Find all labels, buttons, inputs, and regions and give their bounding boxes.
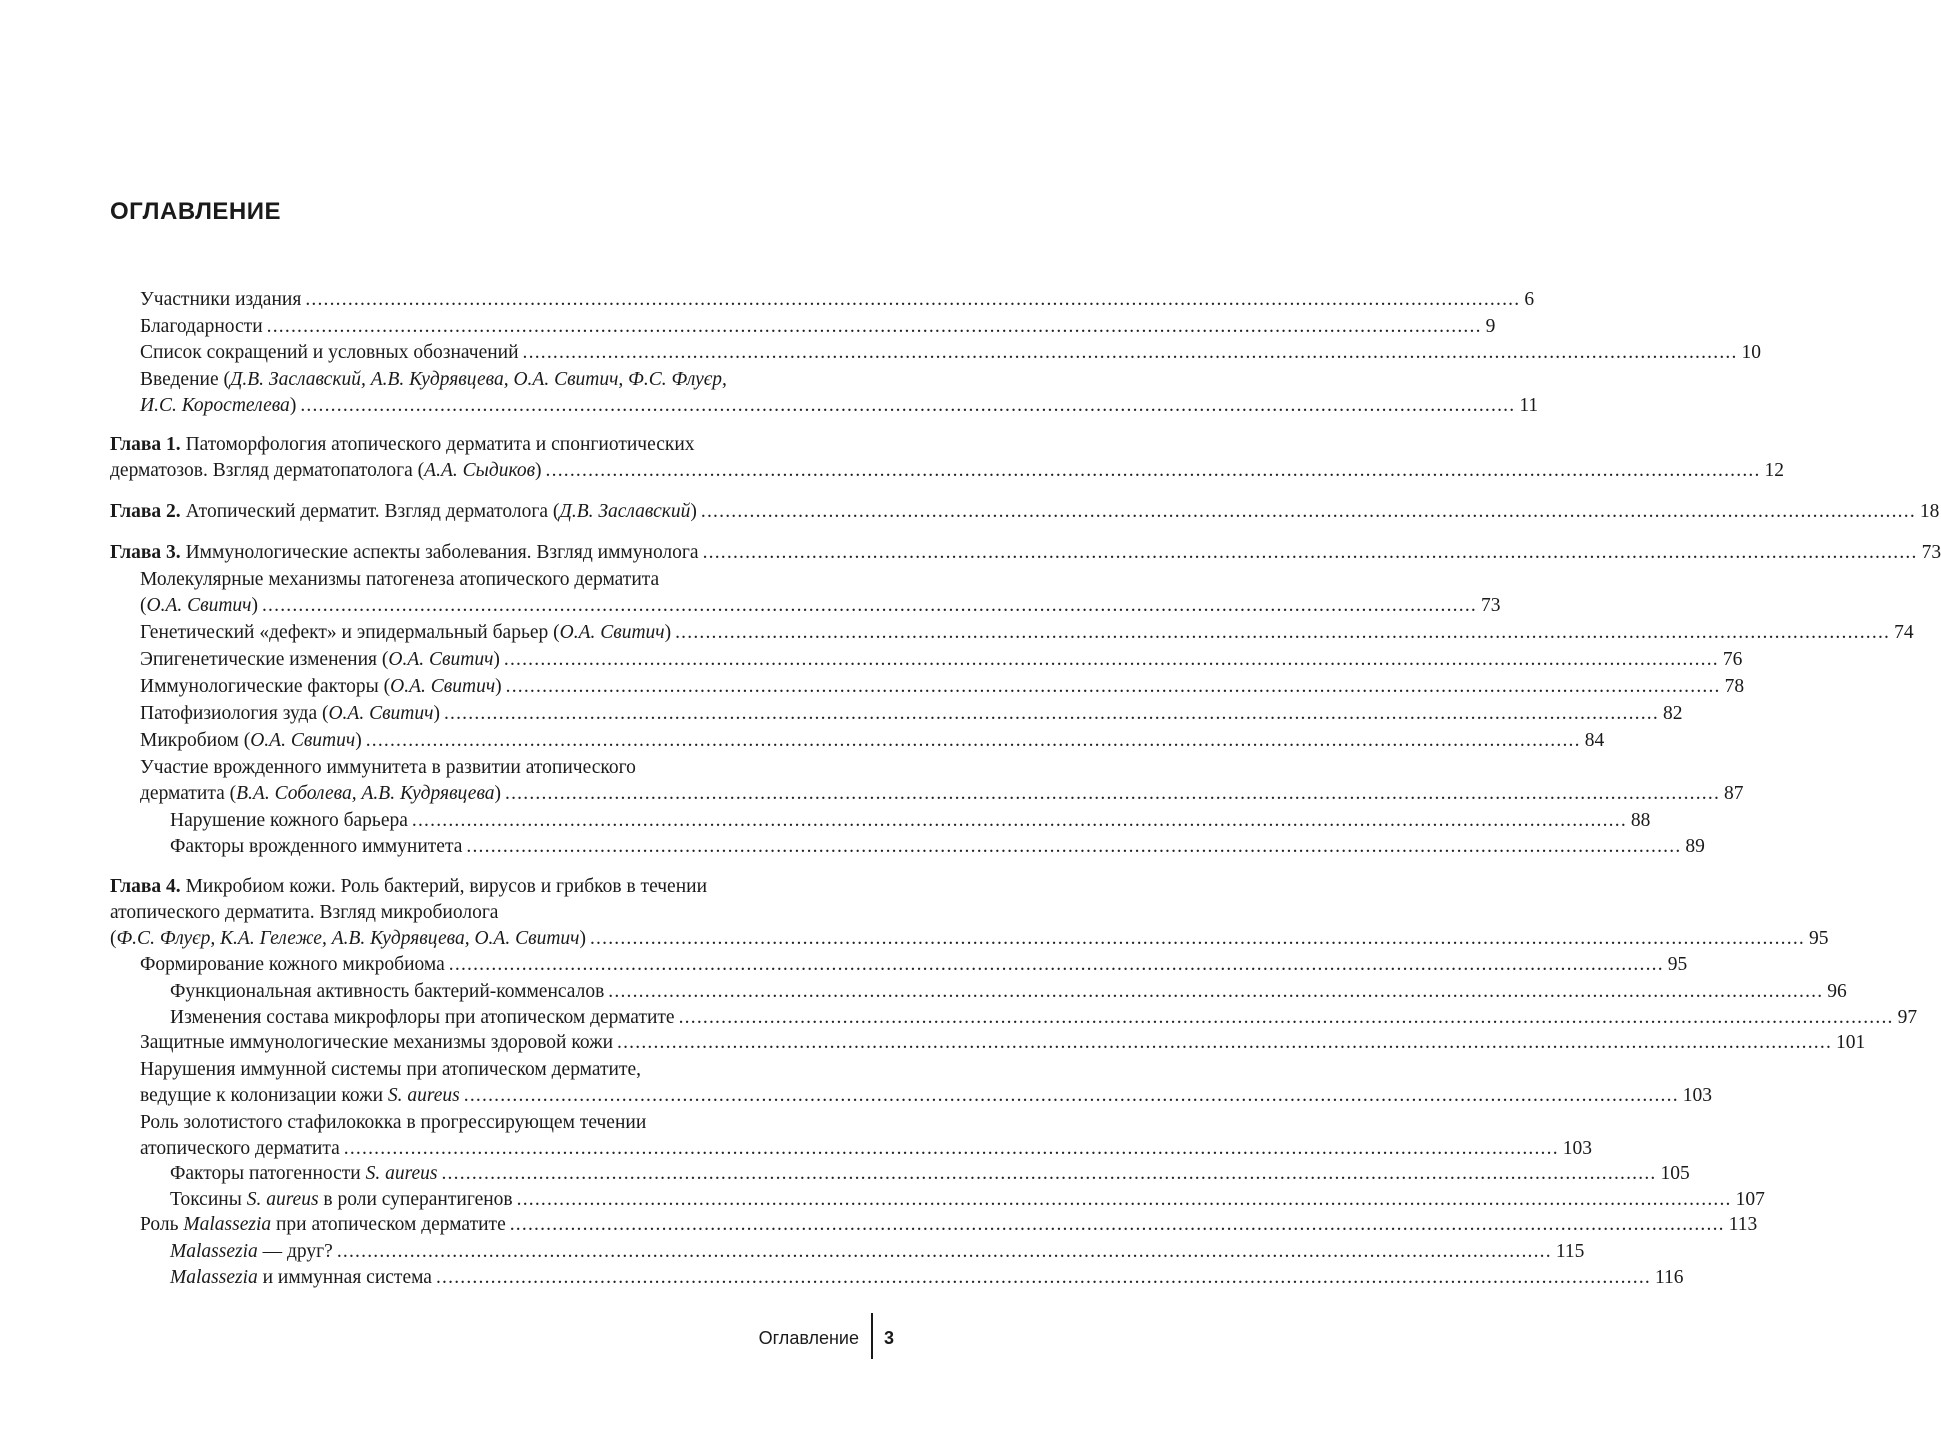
entry-title: Патофизиология зуда ( <box>140 703 329 724</box>
dot-leader: ........................................................................................................................................................................................................ <box>343 1138 1559 1159</box>
dot-leader: ........................................................................................................................................................................................................ <box>441 1163 1657 1184</box>
toc-entry-text <box>110 926 586 952</box>
chapter-number: Глава 3. <box>110 542 181 563</box>
toc-entry-text <box>110 876 707 897</box>
toc-entry-line-with-page <box>140 647 1743 673</box>
toc-entry-text <box>140 674 502 700</box>
entry-italic: О.А. Свитич <box>390 676 496 697</box>
entry-title: Эпигенетические изменения ( <box>140 649 389 670</box>
page-number-ref: 116 <box>1654 1267 1684 1288</box>
dot-leader: ........................................................................................................................................................................................................ <box>365 730 1581 751</box>
toc-entry-text <box>140 314 263 340</box>
entry-title: Микробиом ( <box>140 730 251 751</box>
entry-title: Факторы врожденного иммунитета <box>170 836 463 857</box>
entry-title: дерматозов. Взгляд дерматопатолога ( <box>110 460 425 481</box>
dot-leader: ........................................................................................................................................................................................................ <box>463 1085 1679 1106</box>
toc-entry-text <box>140 620 671 646</box>
toc-entry-line <box>140 367 727 393</box>
toc-entry-text <box>140 1112 646 1133</box>
entry-italic: S. aureus <box>246 1189 319 1210</box>
entry-title: Молекулярные механизмы патогенеза атопического дерматита <box>140 569 660 590</box>
footer-divider <box>871 1313 873 1359</box>
chapter-number: Глава 1. <box>110 434 181 455</box>
toc-entry-line-with-page <box>170 1187 1765 1213</box>
toc-entry-line-with-page <box>170 1239 1585 1265</box>
page-number-ref: 12 <box>1764 460 1785 481</box>
page-number-ref: 78 <box>1724 676 1745 697</box>
toc-entry-text <box>140 1212 506 1238</box>
dot-leader: ........................................................................................................................................................................................................ <box>261 595 1477 616</box>
toc-entry-line <box>140 567 659 593</box>
page-number-ref: 84 <box>1584 730 1605 751</box>
toc-entry-line-with-page <box>110 458 1785 484</box>
chapter-number: Глава 4. <box>110 876 181 897</box>
toc-entry-line <box>110 900 498 926</box>
entry-title: Благодарности <box>140 316 263 337</box>
page-number-ref: 89 <box>1685 836 1705 857</box>
page-number-ref: 73 <box>1921 542 1941 563</box>
page-number-ref: 73 <box>1480 595 1501 616</box>
entry-italic: Ф.С. Флуєр, К.А. Гележе, А.В. Кудрявцева, О.А. Свитич <box>116 928 580 949</box>
entry-title: атопического дерматита. Взгляд микробиолога <box>110 902 499 923</box>
entry-title-tail: ) <box>355 730 362 751</box>
toc-entry-text <box>140 1059 641 1080</box>
dot-leader: ........................................................................................................................................................................................................ <box>448 954 1664 975</box>
toc-entry-line-with-page <box>170 1265 1684 1291</box>
entry-title-tail: при атопическом дерматите <box>271 1214 506 1235</box>
entry-title: дерматита ( <box>140 783 237 804</box>
dot-leader: ........................................................................................................................................................................................................ <box>443 703 1659 724</box>
entry-title-tail: ) <box>494 783 502 804</box>
chapter-number: Глава 2. <box>110 501 181 522</box>
entry-italic: В.А. Соболева, А.В. Кудрявцева <box>236 783 495 804</box>
toc-entry-line-with-page <box>140 674 1745 700</box>
toc-entry-line-with-page <box>170 808 1651 834</box>
entry-title-tail: ) <box>493 649 500 670</box>
page-number-ref: 95 <box>1808 928 1829 949</box>
toc-entry-line-with-page <box>140 393 1539 419</box>
dot-leader: ........................................................................................................................................................................................................ <box>702 542 1918 563</box>
toc-entry-text <box>140 757 636 778</box>
entry-title: Микробиом кожи. Роль бактерий, вирусов и грибков в течении <box>180 876 708 897</box>
entry-title: Участие врожденного иммунитета в развитии атопического <box>140 757 636 778</box>
entry-title-tail: ) <box>664 622 672 643</box>
toc-entry-line-with-page <box>140 1083 1713 1109</box>
dot-leader: ........................................................................................................................................................................................................ <box>589 928 1805 949</box>
toc-entry-text <box>140 569 659 590</box>
toc-entry-text <box>140 647 500 673</box>
page-number-ref: 103 <box>1562 1138 1593 1159</box>
toc-entry-text <box>170 808 408 834</box>
entry-title-tail: ) <box>579 928 586 949</box>
running-footer-label: Оглавление <box>758 1328 859 1348</box>
entry-title-tail: ) <box>535 460 542 481</box>
entry-title: Формирование кожного микробиома <box>140 954 445 975</box>
entry-title: ( <box>140 595 147 616</box>
dot-leader: ........................................................................................................................................................................................................ <box>435 1267 1651 1288</box>
toc-entry-text <box>140 1083 460 1109</box>
entry-italic: Malassezia <box>170 1267 258 1288</box>
entry-italic: Д.В. Заславский, А.В. Кудрявцева, О.А. Свитич, Ф.С. Флуєр, <box>229 369 727 390</box>
toc-entry-text <box>140 952 445 978</box>
toc-entry-line <box>140 1110 646 1136</box>
toc-entry-line <box>140 755 636 781</box>
dot-leader: ........................................................................................................................................................................................................ <box>336 1241 1552 1262</box>
dot-leader: ........................................................................................................................................................................................................ <box>608 981 1824 1002</box>
entry-title-tail: ) <box>495 676 502 697</box>
entry-italic: S. aureus <box>365 1163 438 1184</box>
page-number-ref: 87 <box>1724 783 1744 804</box>
toc-entry-line-with-page <box>170 1161 1690 1187</box>
toc-entry-text <box>140 593 258 619</box>
toc-entry-text <box>110 540 699 566</box>
entry-title-tail: и иммунная система <box>257 1267 432 1288</box>
page-number-ref: 107 <box>1735 1189 1765 1210</box>
toc-entry-text <box>110 902 498 923</box>
page-number-ref: 76 <box>1722 649 1743 670</box>
toc-entry-line-with-page <box>170 1005 1918 1031</box>
entry-italic: О.А. Свитич <box>559 622 665 643</box>
dot-leader: ........................................................................................................................................................................................................ <box>545 460 1761 481</box>
toc-entry-line-with-page <box>140 952 1688 978</box>
entry-italic: О.А. Свитич <box>328 703 434 724</box>
page-number-ref: 101 <box>1836 1032 1866 1053</box>
entry-italic: О.А. Свитич <box>146 595 252 616</box>
page-number-ref: 18 <box>1919 501 1940 522</box>
entry-title: Иммунологические аспекты заболевания. Взгляд иммунолога <box>180 542 699 563</box>
page-number-ref: 10 <box>1741 342 1762 363</box>
page-title: ОГЛАВЛЕНИЕ <box>110 198 282 225</box>
toc-entry-text <box>140 1030 613 1056</box>
page-number-ref: 6 <box>1524 289 1535 310</box>
toc-entry-line-with-page <box>170 979 1847 1005</box>
toc-entry-text <box>140 701 440 727</box>
entry-title: ведущие к колонизации кожи <box>140 1085 388 1106</box>
entry-italic: А.А. Сыдиков <box>424 460 536 481</box>
page-number-ref: 97 <box>1897 1007 1918 1028</box>
dot-leader: ........................................................................................................................................................................................................ <box>411 810 1627 831</box>
page-number-ref: 82 <box>1662 703 1683 724</box>
page-number-ref: 105 <box>1660 1163 1690 1184</box>
entry-title: Патоморфология атопического дерматита и спонгиотических <box>180 434 695 455</box>
toc-entry-line-with-page <box>170 834 1705 860</box>
entry-title-tail: в роли суперантигенов <box>318 1189 513 1210</box>
entry-title: Нарушения иммунной системы при атопическом дерматите, <box>140 1059 642 1080</box>
entry-italic: Malassezia <box>183 1214 272 1235</box>
toc-entry-line-with-page <box>140 728 1605 754</box>
entry-title: Атопический дерматит. Взгляд дерматолога ( <box>180 501 560 522</box>
toc-entry-line-with-page <box>140 593 1501 619</box>
entry-title-tail: ) <box>251 595 258 616</box>
entry-title-tail: ) <box>433 703 440 724</box>
dot-leader: ........................................................................................................................................................................................................ <box>503 649 1719 670</box>
entry-title: Введение ( <box>140 369 230 390</box>
toc-entry-line-with-page <box>140 340 1762 366</box>
toc-entry-text <box>110 499 697 525</box>
toc-entry-line <box>110 432 695 458</box>
toc-entry-text <box>140 393 296 419</box>
toc-entry-line-with-page <box>140 701 1683 727</box>
dot-leader: ........................................................................................................................................................................................................ <box>466 836 1682 857</box>
dot-leader: ........................................................................................................................................................................................................ <box>678 1007 1894 1028</box>
dot-leader: ........................................................................................................................................................................................................ <box>675 622 1891 643</box>
dot-leader: ........................................................................................................................................................................................................ <box>505 783 1721 804</box>
toc-entry-line-with-page <box>110 926 1829 952</box>
toc-entry-text <box>140 369 727 390</box>
toc-entry-text <box>140 728 362 754</box>
toc-entry-line-with-page <box>140 287 1535 313</box>
toc-entry-line-with-page <box>110 540 1941 566</box>
toc-entry-text <box>110 458 542 484</box>
entry-title-tail: ) <box>690 501 697 522</box>
entry-italic: Malassezia <box>170 1241 258 1262</box>
entry-title: Роль <box>140 1214 184 1235</box>
dot-leader: ........................................................................................................................................................................................................ <box>300 395 1516 416</box>
toc-entry-text <box>140 340 519 366</box>
entry-title: Токсины <box>170 1189 247 1210</box>
page-number-ref: 74 <box>1894 622 1914 643</box>
toc-entry-text <box>140 287 301 313</box>
toc-entry-line-with-page <box>140 1136 1593 1162</box>
dot-leader: ........................................................................................................................................................................................................ <box>509 1214 1725 1235</box>
entry-title: ( <box>110 928 117 949</box>
toc-entry-line-with-page <box>110 499 1940 525</box>
page-number-ref: 9 <box>1485 316 1496 337</box>
toc-entry-line-with-page <box>140 620 1914 646</box>
page-number-ref: 113 <box>1728 1214 1758 1235</box>
page-number: 3 <box>884 1328 895 1348</box>
entry-title: Участники издания <box>140 289 302 310</box>
entry-title: Список сокращений и условных обозначений <box>140 342 519 363</box>
entry-title: Факторы патогенности <box>170 1163 366 1184</box>
page-number-ref: 96 <box>1827 981 1847 1002</box>
page-number-ref: 115 <box>1555 1241 1585 1262</box>
dot-leader: ........................................................................................................................................................................................................ <box>516 1189 1732 1210</box>
toc-entry-text <box>170 1265 432 1291</box>
toc-entry-text <box>170 834 462 860</box>
entry-title: Функциональная активность бактерий-комменсалов <box>170 981 605 1002</box>
entry-title: Генетический «дефект» и эпидермальный барьер ( <box>140 622 560 643</box>
entry-title: Роль золотистого стафилококка в прогрессирующем течении <box>140 1112 647 1133</box>
toc-entry-line <box>140 1057 641 1083</box>
toc-entry-text <box>170 979 604 1005</box>
dot-leader: ........................................................................................................................................................................................................ <box>266 316 1482 337</box>
entry-italic: И.С. Коростелева <box>140 395 290 416</box>
dot-leader: ........................................................................................................................................................................................................ <box>700 501 1916 522</box>
toc-entry-text <box>170 1005 675 1031</box>
page-number-ref: 95 <box>1667 954 1688 975</box>
dot-leader: ........................................................................................................................................................................................................ <box>505 676 1721 697</box>
entry-title: Изменения состава микрофлоры при атопическом дерматите <box>170 1007 675 1028</box>
toc-entry-text <box>140 781 501 807</box>
entry-title: Нарушение кожного барьера <box>170 810 408 831</box>
entry-title: атопического дерматита <box>140 1138 340 1159</box>
toc-entry-line <box>110 874 707 900</box>
toc-entry-text <box>170 1239 333 1265</box>
entry-title-tail: — друг? <box>257 1241 333 1262</box>
toc-entry-text <box>110 434 695 455</box>
toc-entry-line-with-page <box>140 1030 1866 1056</box>
toc-entry-text <box>170 1161 437 1187</box>
toc-entry-text <box>140 1136 340 1162</box>
page-number-ref: 88 <box>1630 810 1651 831</box>
toc-entry-line-with-page <box>140 781 1744 807</box>
entry-italic: S. aureus <box>387 1085 460 1106</box>
page-number-ref: 11 <box>1519 395 1539 416</box>
entry-italic: О.А. Свитич <box>388 649 494 670</box>
page-number-ref: 103 <box>1682 1085 1713 1106</box>
entry-title: Иммунологические факторы ( <box>140 676 391 697</box>
entry-title: Защитные иммунологические механизмы здоровой кожи <box>140 1032 614 1053</box>
dot-leader: ........................................................................................................................................................................................................ <box>617 1032 1833 1053</box>
entry-title-tail: ) <box>289 395 297 416</box>
toc-entry-line-with-page <box>140 1212 1758 1238</box>
dot-leader: ........................................................................................................................................................................................................ <box>522 342 1738 363</box>
dot-leader: ........................................................................................................................................................................................................ <box>305 289 1521 310</box>
entry-italic: Д.В. Заславский <box>559 501 691 522</box>
toc-entry-line-with-page <box>140 314 1496 340</box>
toc-entry-text <box>170 1187 513 1213</box>
entry-italic: О.А. Свитич <box>250 730 356 751</box>
